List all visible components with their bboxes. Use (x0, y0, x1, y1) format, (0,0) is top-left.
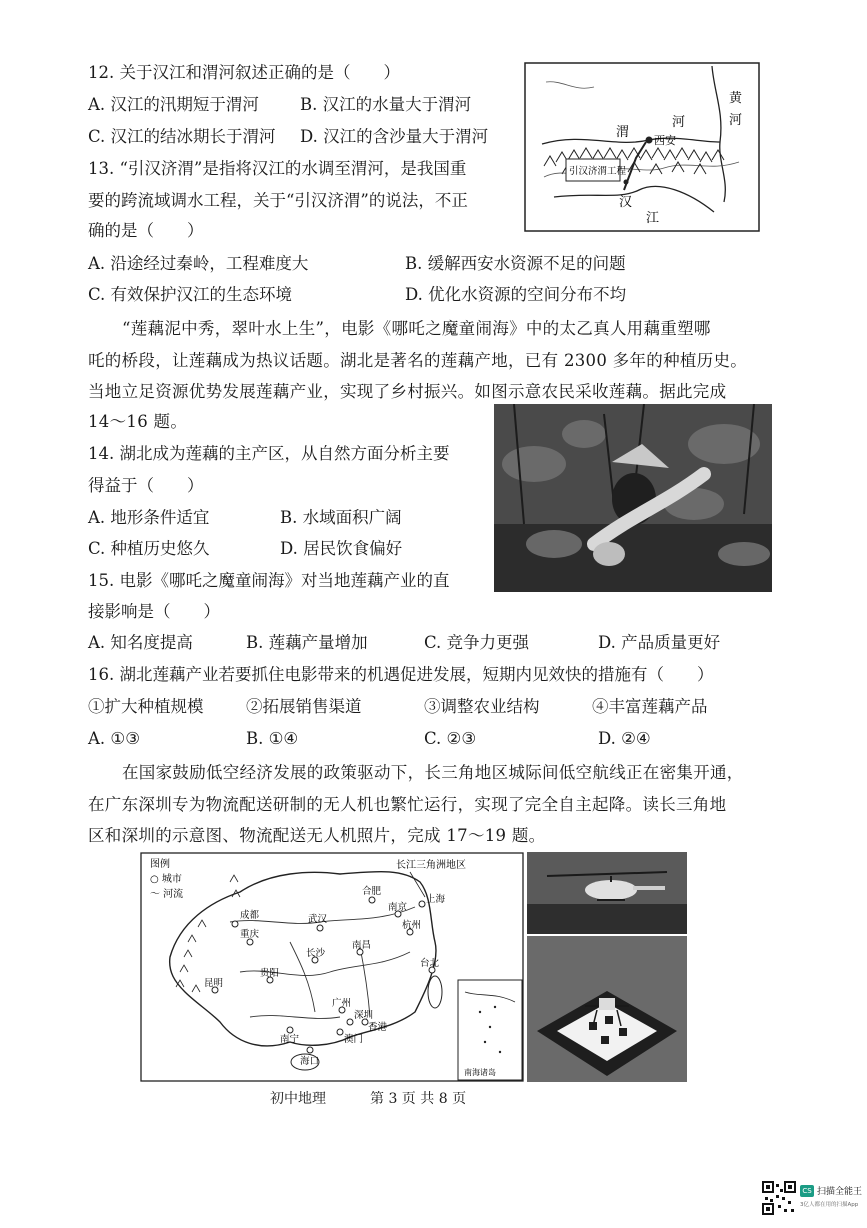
q16-item-1: ①扩大种植规模 (88, 697, 204, 716)
q15-option-b: B. 莲藕产量增加 (246, 633, 368, 652)
wei-river-label-1: 渭 (616, 125, 630, 140)
q14-option-c: C. 种植历史悠久 (88, 539, 210, 558)
q12-option-d: D. 汉江的含沙量大于渭河 (300, 127, 489, 146)
question-12-stem: 12. 关于汉江和渭河叙述正确的是（ ） (88, 63, 400, 82)
q14-option-a: A. 地形条件适宜 (88, 508, 210, 527)
legend-title: 图例 (150, 859, 170, 870)
project-label: 引汉济渭工程 (569, 166, 627, 177)
city-shanghai: 上海 (426, 894, 446, 905)
city-guangzhou: 广州 (332, 998, 352, 1009)
q15-option-c: C. 竞争力更强 (424, 633, 530, 652)
question-16-stem: 16. 湖北莲藕产业若要抓住电影带来的机遇促进发展，短期内见效快的措施有（ ） (88, 665, 714, 684)
question-14-stem-line-2: 得益于（ ） (88, 476, 204, 495)
intro-17-line-1: 在国家鼓励低空经济发展的政策驱动下，长三角地区城际间低空航线正在密集开通， (122, 763, 744, 782)
intro-14-line-4: 14～16 题。 (88, 412, 188, 431)
city-haikou: 海口 (300, 1056, 320, 1067)
q12-option-b: B. 汉江的水量大于渭河 (300, 95, 472, 114)
legend-city: ○ 城市 (150, 874, 182, 885)
q12-option-a: A. 汉江的汛期短于渭河 (88, 95, 259, 114)
intro-17-line-2: 在广东深圳专为物流配送研制的无人机也繁忙运行，实现了完全自主起降。读长三角地 (88, 795, 727, 814)
city-chongqing: 重庆 (240, 929, 260, 940)
han-river-label-2: 江 (646, 211, 660, 226)
intro-17-line-3: 区和深圳的示意图、物流配送无人机照片，完成 17～19 题。 (88, 826, 546, 845)
q16-item-2: ②拓展销售渠道 (246, 697, 362, 716)
q15-option-d: D. 产品质量更好 (598, 633, 721, 652)
city-macau: 澳门 (344, 1034, 364, 1045)
city-nanjing: 南京 (388, 902, 408, 913)
intro-14-line-2: 吒的桥段，让莲藕成为热议话题。湖北是著名的莲藕产地，已有 2300 多年的种植历史。 (88, 351, 748, 370)
lotus-harvest-photo (494, 404, 772, 592)
intro-14-line-3: 当地立足资源优势发展莲藕产业，实现了乡村振兴。如图示意农民采收莲藕。据此完成 (88, 382, 727, 401)
han-wei-map (524, 62, 760, 232)
q16-option-c: C. ②③ (424, 729, 477, 748)
question-15-stem-line-2: 接影响是（ ） (88, 602, 220, 621)
han-river-label-1: 汉 (619, 195, 633, 210)
city-hefei: 合肥 (362, 886, 382, 897)
q13-option-c: C. 有效保护汉江的生态环境 (88, 285, 293, 304)
question-13-stem-line-3: 确的是（ ） (88, 221, 204, 240)
city-guiyang: 贵阳 (260, 968, 280, 979)
q13-option-d: D. 优化水资源的空间分布不均 (405, 285, 627, 304)
city-shenzhen: 深圳 (354, 1010, 374, 1021)
q13-option-a: A. 沿途经过秦岭，工程难度大 (88, 254, 309, 273)
q15-option-a: A. 知名度提高 (88, 633, 193, 652)
city-changsha: 长沙 (306, 948, 326, 959)
q14-option-d: D. 居民饮食偏好 (280, 539, 403, 558)
q13-option-b: B. 缓解西安水资源不足的问题 (405, 254, 626, 273)
camscanner-logo: CS (800, 1185, 814, 1197)
city-hongkong: 香港 (368, 1022, 388, 1033)
q16-option-d: D. ②④ (598, 729, 651, 748)
city-nanning: 南宁 (280, 1034, 300, 1045)
landing-pad-drone-photo (527, 936, 687, 1082)
legend-river: ～ 河流 (150, 889, 184, 900)
xian-label: 西安 (654, 134, 676, 147)
qr-code-icon (762, 1181, 796, 1215)
intro-14-line-1: “莲藕泥中秀，翠叶水上生”，电影《哪吒之魔童闹海》中的太乙真人用藕重塑哪 (122, 319, 711, 338)
q16-item-4: ④丰富莲藕产品 (592, 697, 708, 716)
city-chengdu: 成都 (240, 910, 260, 921)
question-15-stem-line-1: 15. 电影《哪吒之魔童闹海》对当地莲藕产业的直 (88, 571, 450, 590)
camscanner-brand: 扫描全能王 (817, 1187, 863, 1197)
helicopter-drone-photo (527, 852, 687, 934)
q16-item-3: ③调整农业结构 (424, 697, 540, 716)
question-14-stem-line-1: 14. 湖北成为莲藕的主产区，从自然方面分析主要 (88, 444, 450, 463)
q16-option-b: B. ①④ (246, 729, 299, 748)
camscanner-tagline: 3亿人都在用的扫描App (800, 1202, 859, 1208)
yellow-river-label-1: 黄 (729, 91, 743, 106)
city-wuhan: 武汉 (308, 914, 328, 925)
footer-page-number: 第 3 页 共 8 页 (370, 1091, 467, 1107)
city-hangzhou: 杭州 (402, 920, 422, 931)
q14-option-b: B. 水域面积广阔 (280, 508, 402, 527)
inset-label: 南海诸岛 (464, 1068, 496, 1077)
city-taipei: 台北 (420, 958, 440, 969)
q12-option-c: C. 汉江的结冰期长于渭河 (88, 127, 276, 146)
question-13-stem-line-2: 要的跨流域调水工程，关于“引汉济渭”的说法，不正 (88, 191, 468, 210)
city-kunming: 昆明 (204, 978, 224, 989)
city-nanchang: 南昌 (352, 940, 372, 951)
yellow-river-label-2: 河 (729, 113, 743, 128)
wei-river-label-2: 河 (672, 115, 686, 130)
footer-subject: 初中地理 (270, 1091, 326, 1107)
yangtze-delta-label: 长江三角洲地区 (396, 860, 466, 871)
question-13-stem-line-1: 13. “引汉济渭”是指将汉江的水调至渭河，是我国重 (88, 159, 467, 178)
south-china-map (140, 852, 524, 1082)
q16-option-a: A. ①③ (88, 729, 140, 748)
